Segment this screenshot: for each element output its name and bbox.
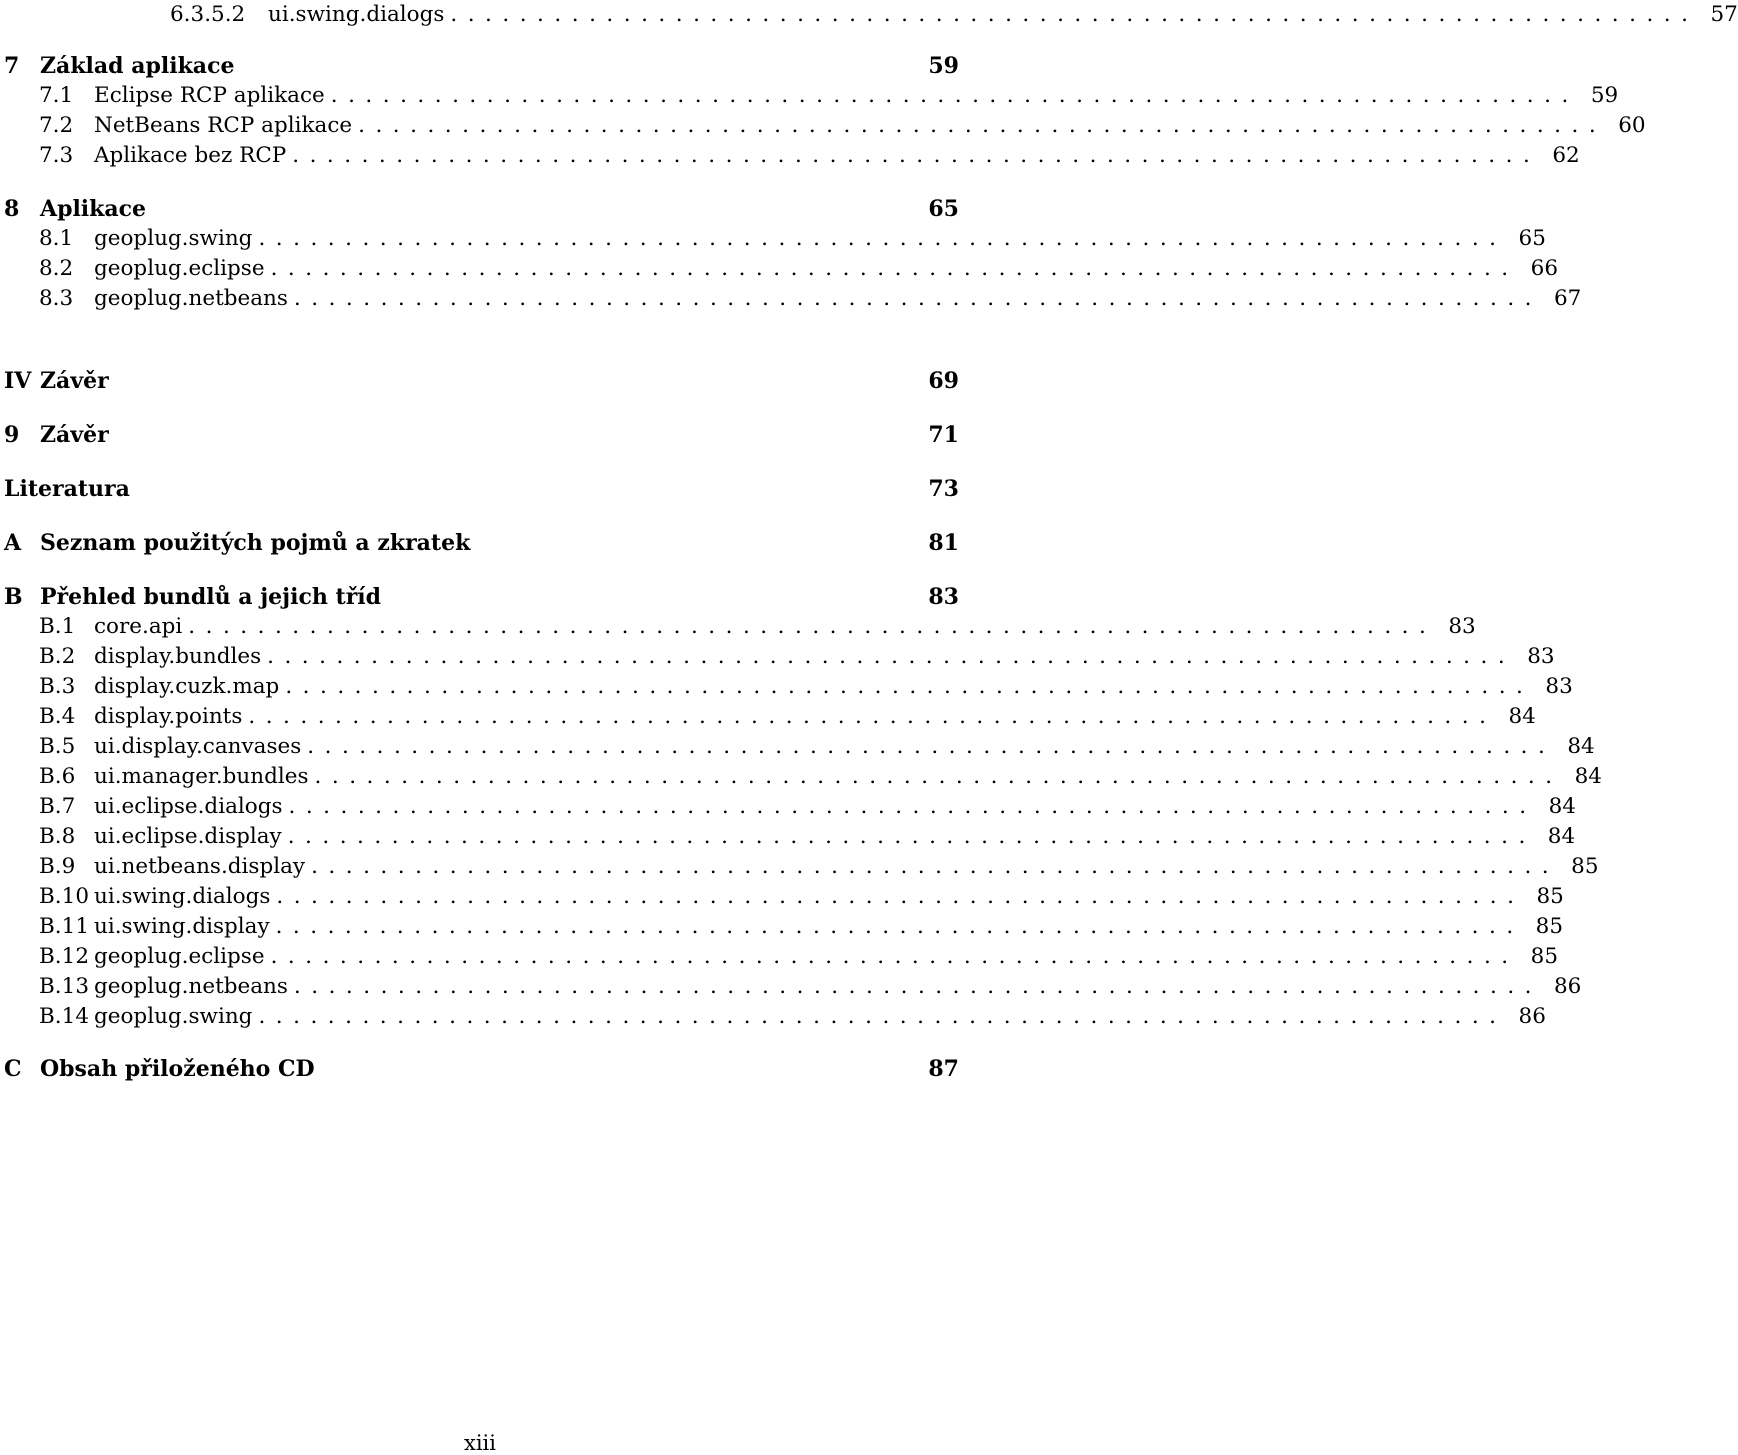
entry-page: 84 [1547,824,1576,849]
entry-title: geoplug.swing [94,1004,253,1029]
toc-entry: B.4 display.points ........................................................................ 84 [39,702,959,732]
entry-page: 84 [1508,704,1536,729]
entry-page: 83 [1527,644,1555,669]
entry-number: B.13 [39,974,89,999]
toc-chapter [4,420,959,450]
toc-entry: B.12 geoplug.eclipse ........................................................................ 85 [39,942,959,972]
entry-number: 8.3 [39,286,74,311]
entry-title: geoplug.netbeans [94,974,288,999]
chapter-number: 9 [4,422,20,448]
entry-number: B.1 [39,614,76,639]
entry-number: B.5 [39,734,76,759]
entry-page: 84 [1567,734,1595,759]
entry-page: 84 [1548,794,1576,819]
toc-entry: 6.3.5.2 ui.swing.dialogs ........................................................................ 57 [170,0,959,30]
chapter-page: 65 [928,196,959,222]
entry-title: geoplug.eclipse [94,944,265,969]
toc-entry: B.14 geoplug.swing ........................................................................ 86 [39,1002,959,1032]
entry-title: ui.swing.dialogs [268,2,445,27]
chapter-number: 8 [4,196,20,222]
entry-page: 62 [1552,143,1580,168]
toc-entry: B.8 ui.eclipse.display ........................................................................ 84 [39,822,959,852]
entry-title: ui.netbeans.display [94,854,306,879]
entry-page: 85 [1536,884,1564,909]
toc-part [4,366,959,396]
entry-title: geoplug.swing [94,226,253,251]
toc-chapter [4,528,959,558]
part-title: Závěr [40,368,109,394]
chapter-number: B [4,584,23,610]
toc-entry: 7.3 Aplikace bez RCP ........................................................................ 62 [39,141,959,171]
entry-number: B.9 [39,854,76,879]
entry-title: ui.swing.display [94,914,270,939]
entry-page: 84 [1574,764,1602,789]
entry-page: 86 [1518,1004,1546,1029]
chapter-page: 71 [928,422,959,448]
chapter-title: Aplikace [40,196,147,222]
entry-number: 6.3.5.2 [170,2,246,27]
entry-number: 8.2 [39,256,74,281]
entry-title: display.cuzk.map [94,674,280,699]
toc-chapter [4,51,959,81]
entry-number: B.10 [39,884,89,909]
chapter-title: Seznam použitých pojmů a zkratek [40,530,471,556]
entry-page: 60 [1618,113,1646,138]
chapter-number: A [4,530,22,556]
chapter-page: 83 [928,584,959,610]
entry-number: B.4 [39,704,76,729]
toc-entry: 8.1 geoplug.swing ........................................................................ 65 [39,224,959,254]
entry-page: 83 [1448,614,1476,639]
toc-entry: B.6 ui.manager.bundles ........................................................................ 84 [39,762,959,792]
toc-entry: B.9 ui.netbeans.display ........................................................................ 85 [39,852,959,882]
toc-entry: B.13 geoplug.netbeans ........................................................................ 86 [39,972,959,1002]
entry-title: ui.display.canvases [94,734,302,759]
chapter-title: Závěr [40,422,109,448]
entry-number: 7.2 [39,113,74,138]
entry-page: 85 [1571,854,1599,879]
entry-page: 85 [1535,914,1564,939]
entry-number: 7.3 [39,143,74,168]
entry-page: 83 [1545,674,1573,699]
entry-title: NetBeans RCP aplikace [94,113,353,138]
chapter-page: 87 [928,1056,959,1082]
chapter-title: Obsah přiloženého CD [40,1056,315,1082]
toc-chapter [4,582,959,612]
toc-entry: B.11 ui.swing.display ........................................................................ 85 [39,912,959,942]
entry-number: B.8 [39,824,76,849]
entry-number: B.11 [39,914,89,939]
entry-number: B.6 [39,764,76,789]
toc-chapter [4,1054,959,1084]
toc-entry: B.1 core.api ........................................................................ 83 [39,612,959,642]
chapter-page: 81 [928,530,959,556]
toc-entry: 7.2 NetBeans RCP aplikace ........................................................................ 60 [39,111,959,141]
entry-title: geoplug.netbeans [94,286,288,311]
entry-title: ui.eclipse.display [94,824,282,849]
entry-page: 67 [1554,286,1582,311]
entry-title: display.points [94,704,243,729]
toc-entry: 8.2 geoplug.eclipse ........................................................................ 66 [39,254,959,284]
toc-chapter [4,474,959,504]
entry-page: 85 [1530,944,1558,969]
part-number: IV [4,368,32,394]
chapter-number: C [4,1056,22,1082]
entry-number: 7.1 [39,83,74,108]
entry-page: 59 [1590,83,1619,108]
entry-number: B.12 [39,944,89,969]
toc-entry: B.7 ui.eclipse.dialogs ........................................................................ 84 [39,792,959,822]
entry-page: 86 [1554,974,1582,999]
entry-title: display.bundles [94,644,262,669]
entry-number: B.2 [39,644,76,669]
entry-title: ui.swing.dialogs [94,884,271,909]
entry-number: B.7 [39,794,76,819]
chapter-title: Literatura [4,476,130,502]
entry-page: 66 [1530,256,1558,281]
entry-number: B.14 [39,1004,89,1029]
entry-title: ui.manager.bundles [94,764,309,789]
toc-entry: B.2 display.bundles ........................................................................ 83 [39,642,959,672]
chapter-page: 73 [928,476,959,502]
chapter-title: Přehled bundlů a jejich tříd [40,584,382,610]
chapter-number: 7 [4,53,20,79]
entry-page: 57 [1710,2,1738,27]
chapter-title: Základ aplikace [40,53,235,79]
toc-entry: B.3 display.cuzk.map ........................................................................ 83 [39,672,959,702]
chapter-page: 59 [928,53,959,79]
entry-title: Aplikace bez RCP [94,143,287,168]
entry-title: Eclipse RCP aplikace [94,83,325,108]
toc-entry: B.5 ui.display.canvases ........................................................................ 84 [39,732,959,762]
toc-chapter [4,194,959,224]
entry-title: core.api [94,614,183,639]
entry-title: geoplug.eclipse [94,256,265,281]
part-page: 69 [928,368,959,394]
page-number: xiii [464,1431,496,1455]
toc-entry: B.10 ui.swing.dialogs ........................................................................ 85 [39,882,959,912]
entry-title: ui.eclipse.dialogs [94,794,283,819]
entry-number: B.3 [39,674,76,699]
entry-page: 65 [1518,226,1546,251]
entry-number: 8.1 [39,226,74,251]
toc-entry: 8.3 geoplug.netbeans ........................................................................ 67 [39,284,959,314]
toc-entry: 7.1 Eclipse RCP aplikace ........................................................................ 59 [39,81,959,111]
